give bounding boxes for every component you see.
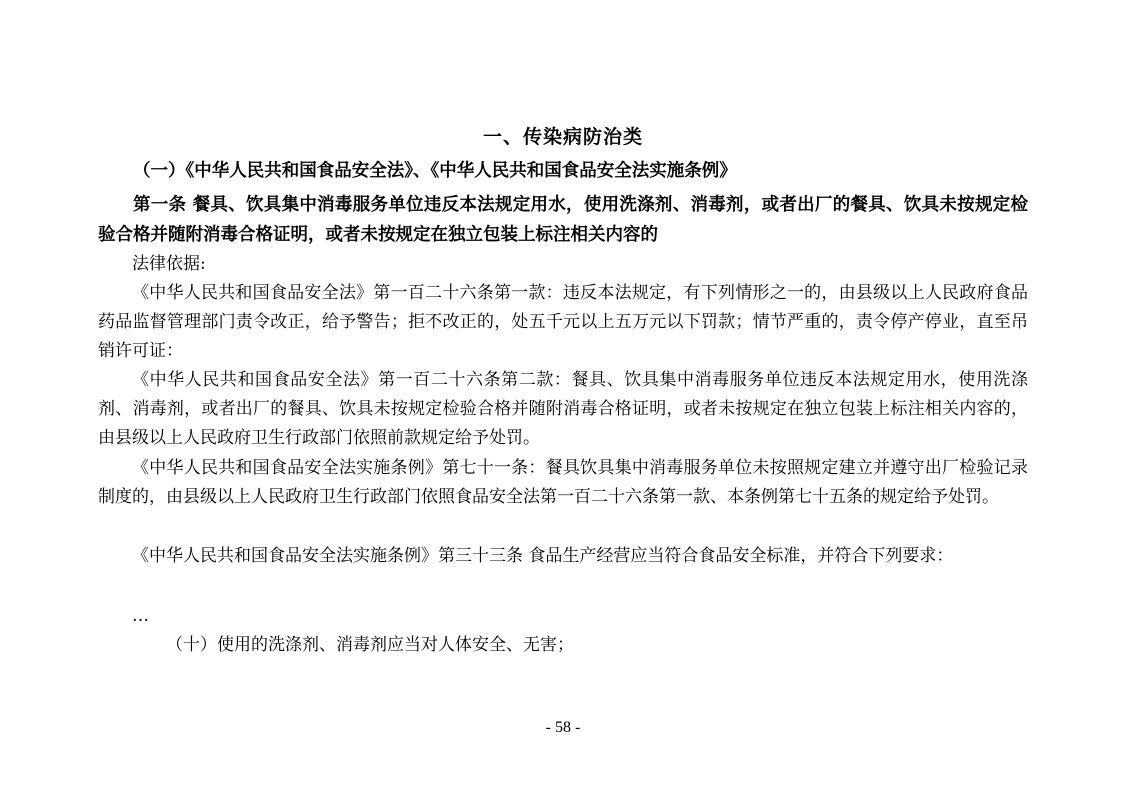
document-page xyxy=(98,0,1028,793)
article-title: 第一条 餐具、饮具集中消毒服务单位违反本法规定用水，使用洗涤剂、消毒剂，或者出厂的餐具、饮具未按规定检验合格并随附消毒合格证明，或者未按规定在独立包装上标注相关内容的 xyxy=(98,195,1028,245)
section-heading: 一、传染病防治类 xyxy=(482,126,643,148)
paragraph-regulation-33: 《中华人民共和国食品安全法实施条例》第三十三条 食品生产经营应当符合食品安全标准，并符合下列要求： xyxy=(132,546,954,566)
paragraph-article-126-1: 《中华人民共和国食品安全法》第一百二十六条第一款：违反本法规定，有下列情形之一的，由县级以上人民政府食品药品监督管理部门责令改正，给予警告；拒不改正的，处五千元以上五万元以下罚款；情节严重的，责令停产停业，直至吊销许可证： xyxy=(98,283,1028,361)
sub-section-heading: （一）《中华人民共和国食品安全法》、《中华人民共和国食品安全法实施条例》 xyxy=(133,161,737,181)
page-number: - 58 - xyxy=(545,719,581,736)
ellipsis: … xyxy=(132,606,149,626)
paragraph-regulation-71: 《中华人民共和国食品安全法实施条例》第七十一条：餐具饮具集中消毒服务单位未按照规定建立并遵守出厂检验记录制度的，由县级以上人民政府卫生行政部门依照食品安全法第一百二十六条第一款、本条例第七十五条的规定给予处罚。 xyxy=(98,458,1028,507)
legal-basis-label: 法律依据: xyxy=(132,254,206,274)
paragraph-article-126-2: 《中华人民共和国食品安全法》第一百二十六条第二款：餐具、饮具集中消毒服务单位违反本法规定用水，使用洗涤剂、消毒剂，或者出厂的餐具、饮具未按规定检验合格并随附消毒合格证明，或者未按规定在独立包装上标注相关内容的，由县级以上人民政府卫生行政部门依照前款规定给予处罚。 xyxy=(98,370,1028,448)
item-ten: （十）使用的洗涤剂、消毒剂应当对人体安全、无害； xyxy=(166,635,574,655)
